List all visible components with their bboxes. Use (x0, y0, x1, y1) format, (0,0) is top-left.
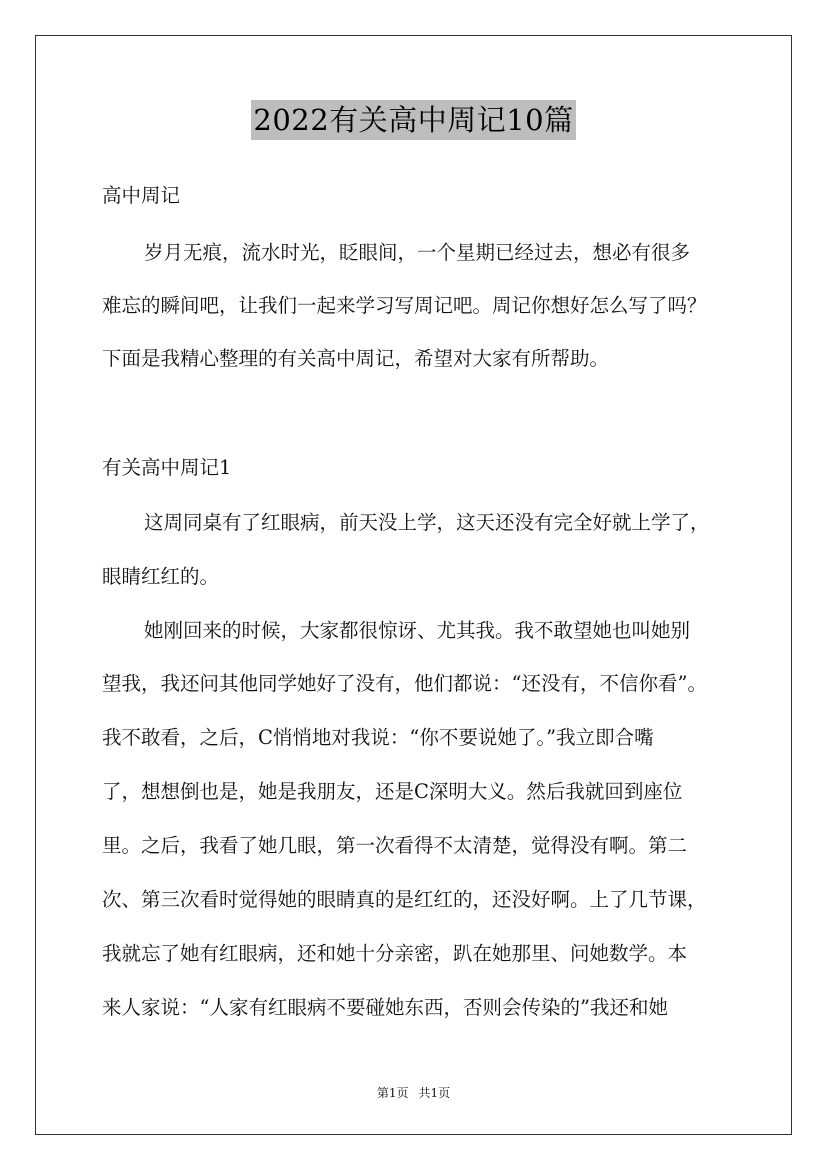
paragraph-line: 里。之后，我看了她几眼，第一次看得不太清楚，觉得没有啊。第二 (102, 834, 688, 857)
page-total: 共1页 (418, 1086, 451, 1100)
paragraph-line: 她刚回来的时候，大家都很惊讶、尤其我。我不敢望她也叫她别 (144, 619, 691, 642)
paragraph-line: 了，想想倒也是，她是我朋友，还是C深明大义。然后我就回到座位 (102, 780, 683, 803)
paragraph-line: 眼睛红红的。 (102, 565, 220, 588)
paragraph-line: 岁月无痕，流水时光，眨眼间，一个星期已经过去，想必有很多 (144, 241, 691, 264)
paragraph-line: 望我，我还问其他同学她好了没有，他们都说：“还没有，不信你看”。 (102, 672, 707, 695)
document-title: 2022有关高中周记10篇 (251, 100, 575, 140)
paragraph-line: 这周同桌有了红眼病，前天没上学，这天还没有完全好就上学了， (144, 511, 710, 534)
paragraph-line: 我就忘了她有红眼病，还和她十分亲密，趴在她那里、问她数学。本 (102, 942, 688, 965)
section-heading: 有关高中周记1 (102, 456, 232, 479)
paragraph-line: 下面是我精心整理的有关高中周记，希望对大家有所帮助。 (102, 347, 610, 370)
paragraph-line: 次、第三次看时觉得她的眼睛真的是红红的，还没好啊。上了几节课， (102, 888, 707, 911)
page-number: 第1页 (376, 1086, 409, 1100)
title-container (0, 100, 827, 140)
section-heading: 高中周记 (102, 184, 181, 207)
paragraph-line: 我不敢看，之后，C悄悄地对我说：“你不要说她了。”我立即合嘴 (102, 726, 654, 749)
paragraph-line: 难忘的瞬间吧，让我们一起来学习写周记吧。周记你想好怎么写了吗？ (102, 294, 707, 317)
paragraph-line: 来人家说：“人家有红眼病不要碰她东西，否则会传染的”我还和她 (102, 996, 668, 1019)
page-footer (0, 1084, 827, 1101)
